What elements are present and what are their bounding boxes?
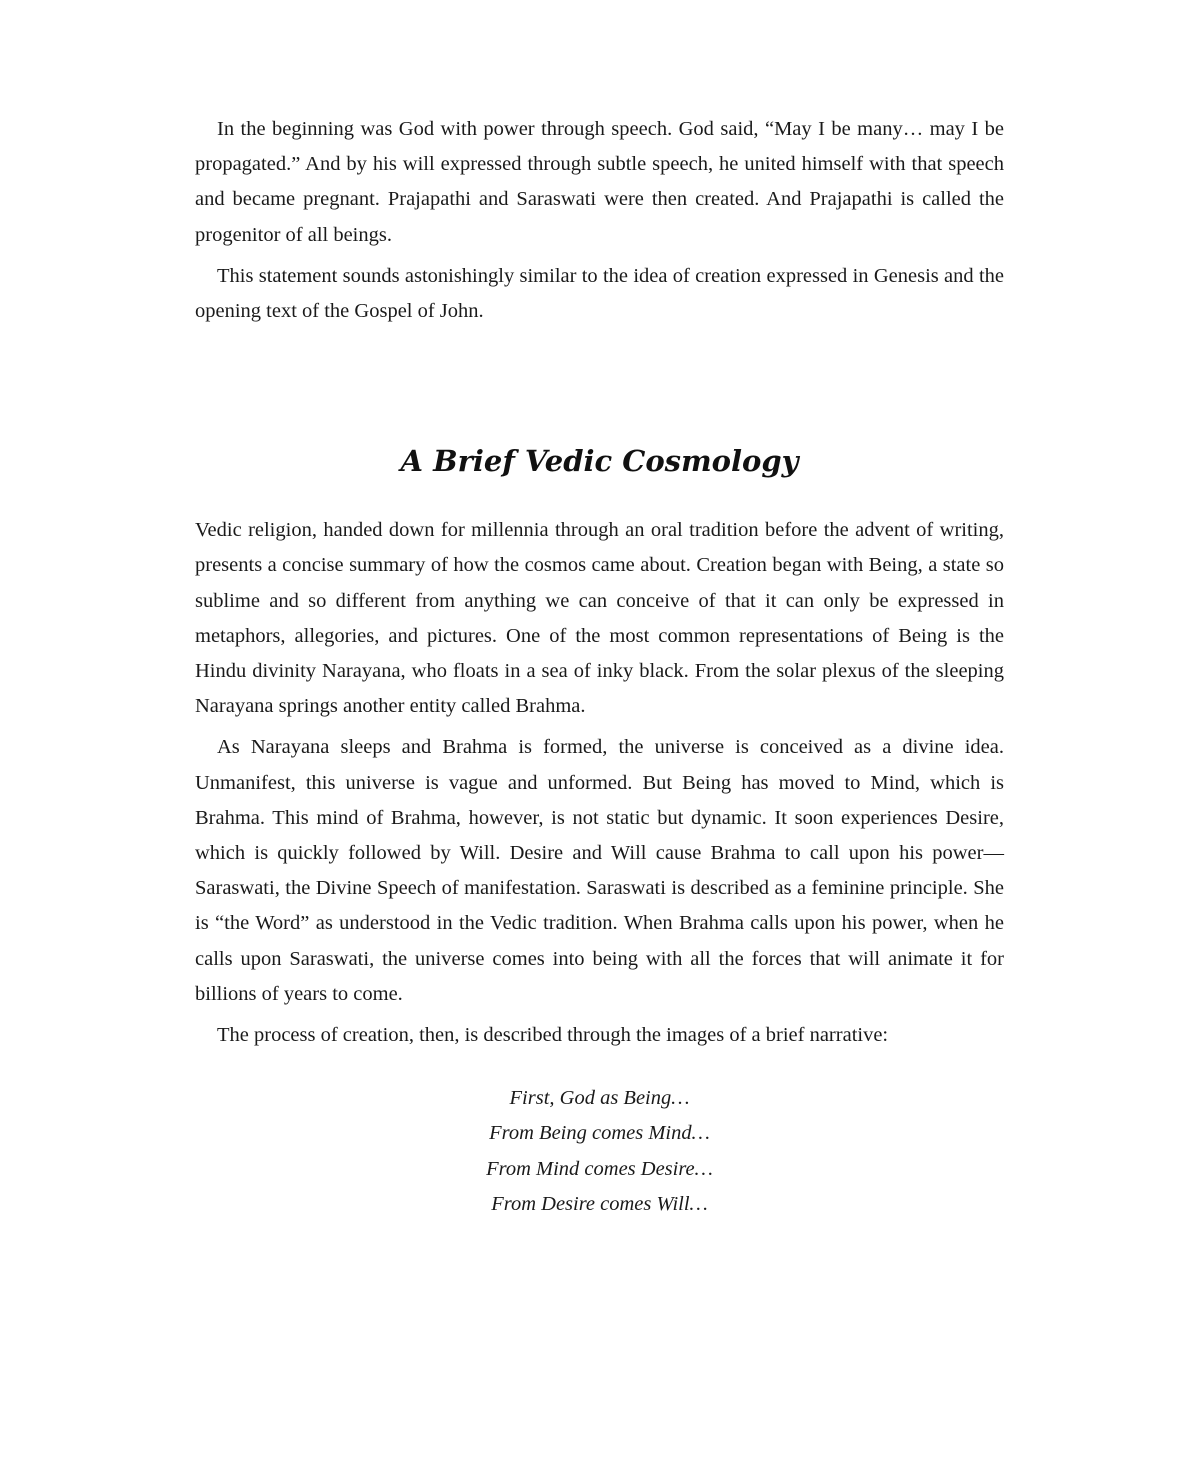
body-paragraph: The process of creation, then, is described through the images of a brief narrative: (217, 1024, 889, 1047)
verse-block (195, 1081, 1004, 1222)
verse-line: From Desire comes Will… (491, 1192, 708, 1215)
body-paragraph: Vedic religion, handed down for millennia through an oral tradition before the advent of writing, presents a concise summary of how the cosmos came about. Creation began with Being, a state so sublime and so different from anything we can conceive of that it can only be expressed in metaphors, allegories, and pictures. One of the most common representations of Being is the Hindu divinity Narayana, who floats in a sea of inky black. From the solar plexus of the sleeping Narayana springs another entity called Brahma. (195, 519, 1004, 718)
verse-line: First, God as Being… (509, 1087, 690, 1110)
intro-paragraph: In the beginning was God with power through speech. God said, “May I be many… may I be propagated.” And by his will expressed through subtle speech, he united himself with that speech and became pregnant. Prajapathi and Saraswati were then created. And Prajapathi is called the progenitor of all beings. (195, 118, 1004, 246)
verse-line: From Being comes Mind… (489, 1122, 710, 1145)
verse-line: From Mind comes Desire… (486, 1157, 713, 1180)
intro-paragraph: This statement sounds astonishingly similar to the idea of creation expressed in Genesis and the opening text of the Gospel of John. (195, 264, 1004, 323)
body-paragraph: As Narayana sleeps and Brahma is formed, the universe is conceived as a divine idea. Unmanifest, this universe is vague and unformed. But Being has moved to Mind, which is Brahma. This mind of Brahma, however, is not static but dynamic. It soon experiences Desire, which is quickly followed by Will. Desire and Will cause Brahma to call upon his power—Saraswati, the Divine Speech of manifestation. Saraswati is described as a feminine principle. She is “the Word” as understood in the Vedic tradition. When Brahma calls upon his power, when he calls upon Saraswati, the universe comes into being with all the forces that will animate it for billions of years to come. (195, 736, 1004, 1005)
section-heading: A Brief Vedic Cosmology (400, 444, 799, 479)
page-content (195, 112, 1004, 1222)
